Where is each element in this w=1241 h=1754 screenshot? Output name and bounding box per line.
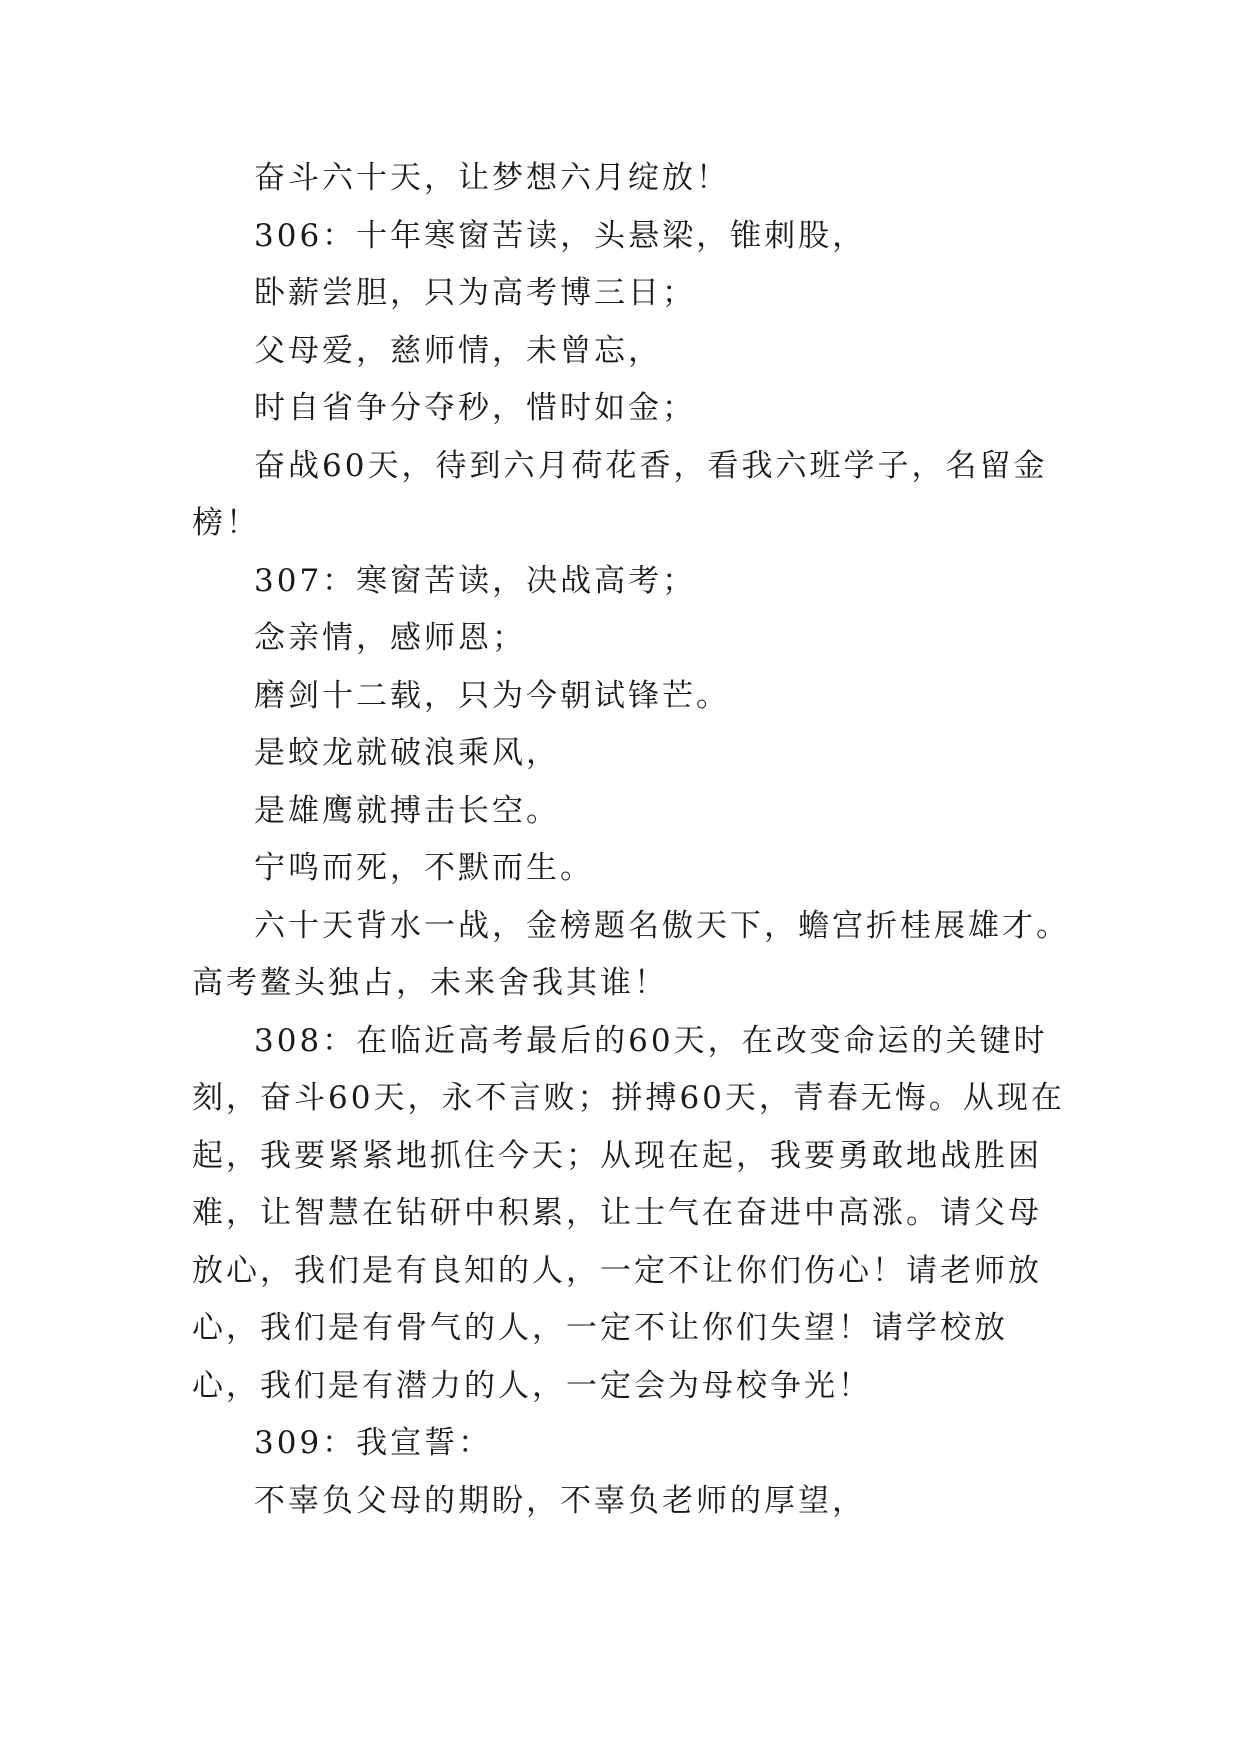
paragraph: 308：在临近高考最后的60天，在改变命运的关键时刻，奋斗60天，永不言败；拼搏60天，青春无悔。从现在起，我要紧紧地抓住今天；从现在起，我要勇敢地战胜困难，让智慧在钻研中积累，让士气在奋进中高涨。请父母放心，我们是有良知的人，一定不让你们伤心！请老师放心，我们是有骨气的人，一定不让你们失望！请学校放心，我们是有潜力的人，一定会为母校争光！ (192, 1022, 1065, 1404)
paragraph: 奋战60天，待到六月荷花香，看我六班学子，名留金榜！ (192, 447, 1048, 541)
paragraph: 磨剑十二载，只为今朝试锋芒。 (254, 677, 730, 714)
paragraph: 不辜负父母的期盼，不辜负老师的厚望， (254, 1482, 866, 1519)
paragraph: 306：十年寒窗苦读，头悬梁，锥刺股， (254, 217, 867, 254)
paragraph: 奋斗六十天，让梦想六月绽放！ (254, 160, 730, 196)
paragraph: 307：寒窗苦读，决战高考； (254, 562, 697, 599)
paragraph: 卧薪尝胆，只为高考博三日； (254, 275, 696, 311)
paragraph: 宁鸣而死，不默而生。 (254, 850, 594, 886)
document-body (192, 150, 1072, 1530)
paragraph: 是蛟龙就破浪乘风， (254, 735, 560, 771)
paragraph: 父母爱，慈师情，未曾忘， (254, 332, 662, 369)
paragraph: 念亲情，感师恩； (254, 620, 526, 656)
paragraph: 是雄鹰就搏击长空。 (254, 792, 560, 829)
paragraph: 六十天背水一战，金榜题名傲天下，蟾宫折桂展雄才。高考鳌头独占，未来舍我其谁！ (192, 907, 1070, 1001)
paragraph: 309：我宣誓： (254, 1425, 493, 1461)
paragraph: 时自省争分夺秒，惜时如金； (254, 390, 696, 426)
